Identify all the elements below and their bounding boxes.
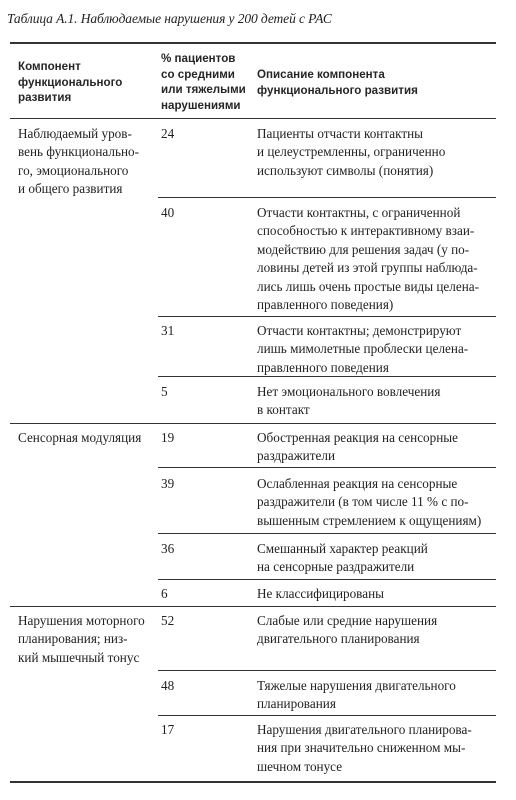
table-bottom-rule <box>10 781 496 783</box>
header-component <box>18 59 158 106</box>
cell-line: 52 <box>161 613 175 628</box>
cell-line: кий мышечный тонус <box>18 649 140 665</box>
cell-line: ния при значительно сниженном мы- <box>257 740 466 756</box>
table-caption: Таблица А.1. Наблюдаемые нарушения у 200 детей с РАС <box>7 11 332 26</box>
cell-line: 6 <box>161 586 168 601</box>
row-rule <box>158 533 496 534</box>
row-description <box>257 322 502 377</box>
header-description-line: функционального развития <box>257 83 418 97</box>
row-percent <box>161 429 251 447</box>
cell-line: в контакт <box>257 402 310 418</box>
cell-line: лишь мимолетные проблески целена- <box>257 341 469 357</box>
cell-line: Нарушения двигательного планирова- <box>257 722 472 737</box>
row-rule <box>158 197 496 198</box>
row-percent <box>161 540 251 558</box>
cell-line: Наблюдаемый уров- <box>18 126 132 141</box>
row-percent <box>161 585 251 603</box>
cell-line: планирования; низ- <box>18 631 128 647</box>
header-rule <box>10 118 496 119</box>
cell-line: 17 <box>161 722 175 737</box>
row-rule <box>158 467 496 468</box>
cell-line: двигательного планирования <box>257 631 420 647</box>
row-description <box>257 204 502 314</box>
cell-line: ловины детей из этой группы наблюда- <box>257 260 478 276</box>
row-percent <box>161 383 251 401</box>
cell-line: лись лишь очень простые виды целена- <box>257 278 480 294</box>
row-description <box>257 475 502 530</box>
header-component-line: функционального <box>18 75 123 89</box>
cell-line: планирования <box>257 696 336 712</box>
row-rule <box>158 670 496 671</box>
cell-line: на сенсорные раздражители <box>257 559 415 575</box>
row-percent <box>161 125 251 143</box>
row-rule <box>158 579 496 580</box>
group-rule <box>10 606 496 607</box>
row-description <box>257 721 502 776</box>
row-rule <box>158 715 496 716</box>
header-percent-line: со средними <box>161 67 235 81</box>
row-description <box>257 585 502 603</box>
header-percent-line: или тяжелыми <box>161 83 246 97</box>
cell-line: правленного поведения <box>257 359 389 375</box>
row-component <box>18 125 158 199</box>
cell-line: Слабые или средние нарушения <box>257 613 438 628</box>
cell-line: модействию для решения задач (у по- <box>257 241 470 257</box>
row-percent <box>161 204 251 222</box>
cell-line: Не классифицированы <box>257 586 385 601</box>
cell-line: вышенным стремлением к ощущениям) <box>257 512 482 528</box>
cell-line: 39 <box>161 476 175 491</box>
row-description <box>257 383 502 420</box>
row-description <box>257 125 502 180</box>
cell-line: 31 <box>161 323 175 338</box>
row-rule <box>158 316 496 317</box>
cell-line: 24 <box>161 126 175 141</box>
row-percent <box>161 322 251 340</box>
header-component-line: развития <box>18 91 72 105</box>
cell-line: 19 <box>161 430 175 445</box>
cell-line: Пациенты отчасти контактны <box>257 126 424 141</box>
header-percent <box>161 51 251 113</box>
cell-line: го, эмоционального <box>18 162 129 178</box>
cell-line: 48 <box>161 678 175 693</box>
row-percent <box>161 721 251 739</box>
row-percent <box>161 677 251 695</box>
row-component <box>18 612 158 667</box>
header-percent-line: % пациентов <box>161 52 236 65</box>
cell-line: Нарушения моторного <box>18 613 145 628</box>
header-description <box>257 67 502 98</box>
row-description <box>257 429 502 466</box>
row-percent <box>161 475 251 493</box>
cell-line: Смешанный характер реакций <box>257 541 428 556</box>
row-description <box>257 540 502 577</box>
cell-line: Тяжелые нарушения двигательного <box>257 678 456 693</box>
cell-line: Отчасти контактны, с ограниченной <box>257 205 461 220</box>
cell-line: 5 <box>161 384 168 399</box>
header-description-line: Описание компонента <box>257 68 385 81</box>
cell-line: Обостренная реакция на сенсорные <box>257 430 459 445</box>
header-percent-line: нарушениями <box>161 98 241 112</box>
row-description <box>257 677 502 714</box>
cell-line: раздражители (в том числе 11 % с по- <box>257 494 469 510</box>
cell-line: и целеустремленны, ограниченно <box>257 144 446 160</box>
cell-line: вень функционально- <box>18 144 140 160</box>
cell-line: используют символы (понятия) <box>257 162 434 178</box>
group-rule <box>10 423 496 424</box>
cell-line: Ослабленная реакция на сенсорные <box>257 476 458 491</box>
cell-line: 40 <box>161 205 175 220</box>
cell-line: и общего развития <box>18 181 123 197</box>
row-component <box>18 429 158 447</box>
cell-line: 36 <box>161 541 175 556</box>
cell-line: шечном тонусе <box>257 758 343 774</box>
row-rule <box>158 376 496 377</box>
cell-line: Нет эмоционального вовлечения <box>257 384 441 399</box>
cell-line: Отчасти контактны; демонстрируют <box>257 323 462 338</box>
header-component-line: Компонент <box>18 60 81 73</box>
cell-line: способностью к интерактивному взаи- <box>257 223 475 239</box>
cell-line: Сенсорная модуляция <box>18 430 142 445</box>
cell-line: правленного поведения) <box>257 297 394 313</box>
row-description <box>257 612 502 649</box>
cell-line: раздражители <box>257 448 335 464</box>
row-percent <box>161 612 251 630</box>
table-top-rule <box>10 42 496 44</box>
